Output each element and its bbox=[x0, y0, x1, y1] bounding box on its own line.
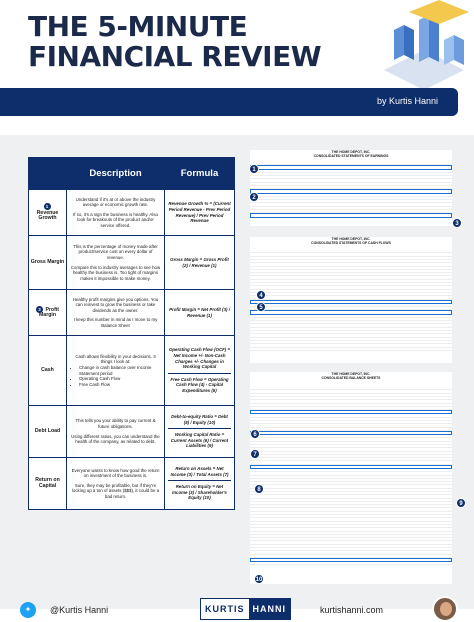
byline-banner bbox=[0, 88, 458, 116]
title-line-1: THE 5-MINUTE bbox=[28, 10, 248, 43]
cash-flow-statement-title: THE HOME DEPOT, INC. CONSOLIDATED STATEMENTS OF CASH FLOWS bbox=[311, 237, 391, 246]
metric-formula: Profit Margin = Net Profit (3) / Revenue (1) bbox=[165, 290, 235, 336]
table-row-return-on-capital bbox=[29, 458, 235, 510]
marker-6: 6 bbox=[250, 429, 260, 439]
byline: by Kurtis Hanni bbox=[376, 96, 438, 106]
divider bbox=[168, 428, 231, 429]
metric-name: Debt Load bbox=[29, 406, 67, 458]
marker-1: 1 bbox=[249, 164, 259, 174]
table-header-description: Description bbox=[67, 158, 165, 190]
list-item: • Operating Cash Flow bbox=[79, 376, 161, 382]
metric-formula: Operating Cash Flow (OCF) = Net Income +/- Non-Cash Charges +/- Changes in Working Capital Free Cash Flow = Operating Cash Flow (4) - Capital Expenditures (5) bbox=[165, 336, 235, 406]
divider bbox=[168, 373, 231, 374]
marker-badge: 1 bbox=[44, 203, 51, 210]
marker-8: 8 bbox=[254, 484, 264, 494]
statement-row bbox=[250, 382, 452, 390]
table-header-formula: Formula bbox=[165, 158, 235, 190]
marker-5: 5 bbox=[256, 302, 266, 312]
marker-2: 2 bbox=[249, 192, 259, 202]
cash-flow-statement bbox=[250, 237, 452, 363]
metric-name: Return on Capital bbox=[29, 458, 67, 510]
metric-description: This is the percentage of money made after product/service cost on every dollar of revenue. Compare this to industry averages to see how healthy the business is. Too tight of margins makes it impossible to make money. bbox=[67, 236, 165, 290]
metric-description: Everyone wants to know how good the return on investment of the business is. Sure, they may be profitable, but if they're locking up a ton of assets ($$$), it could be a bad return. bbox=[67, 458, 165, 510]
list-item: • Change in cash balance over Income Statement period bbox=[79, 365, 161, 376]
metric-description: Cash allows flexibility in your decisions. 3 things I look at: • Change in cash balance over Income Statement period • Operating Cash Flow • Free Cash Flow bbox=[67, 336, 165, 406]
statement-rows bbox=[250, 382, 452, 565]
statement-row bbox=[250, 348, 452, 351]
list-item: • Free Cash Flow bbox=[79, 382, 161, 388]
metric-description: Understand if it's at or above the industry average or economic growth rate. If so, it's a sign the business is healthy. Also look for breakouts of the product and/or service offered. bbox=[67, 190, 165, 236]
page-title bbox=[28, 12, 358, 72]
metric-name: Gross Margin bbox=[29, 236, 67, 290]
table-row-profit-margin bbox=[29, 290, 235, 336]
table-row-gross-margin bbox=[29, 236, 235, 290]
balance-sheet-title: THE HOME DEPOT, INC. CONSOLIDATED BALANCE SHEETS bbox=[321, 372, 381, 381]
balance-sheet bbox=[250, 372, 452, 584]
logo-part-1: KURTIS bbox=[201, 599, 249, 619]
metric-name: 1 Revenue Growth bbox=[29, 190, 67, 236]
marker-4: 4 bbox=[256, 290, 266, 300]
marker-3: 3 bbox=[452, 218, 462, 228]
marker-10: 10 bbox=[254, 574, 264, 584]
twitter-bird-icon[interactable]: ✦ bbox=[20, 602, 36, 618]
table-row-debt-load bbox=[29, 406, 235, 458]
metrics-table bbox=[28, 157, 235, 510]
metric-formula: Return on Assets = Net Income (3) / Total Assets (7) Return on Equity = Net Income (3) / Shareholder's Equity (10) bbox=[165, 458, 235, 510]
marker-badge: 3 bbox=[36, 306, 43, 313]
statement-rows bbox=[250, 247, 452, 350]
income-statement-title: THE HOME DEPOT, INC. CONSOLIDATED STATEMENTS OF EARNINGS bbox=[313, 150, 389, 159]
decorative-isometric-illustration bbox=[364, 0, 474, 95]
metric-formula: Gross Margin = Gross Profit (2) / Revenue (1) bbox=[165, 236, 235, 290]
divider bbox=[168, 480, 231, 481]
brand-logo bbox=[200, 598, 291, 620]
marker-9: 9 bbox=[456, 498, 466, 508]
statement-row-highlight bbox=[250, 213, 452, 217]
metric-description: This tells you your ability to pay current & future obligations. Using different ratios, you can understand the health of the company, as related to debt. bbox=[67, 406, 165, 458]
title-line-2: FINANCIAL REVIEW bbox=[28, 40, 322, 73]
twitter-handle[interactable]: @Kurtis Hanni bbox=[50, 605, 109, 615]
statement-row bbox=[250, 562, 452, 565]
marker-7: 7 bbox=[250, 449, 260, 459]
table-header-blank bbox=[29, 158, 67, 190]
table-header-row bbox=[29, 158, 235, 190]
table-row-cash bbox=[29, 336, 235, 406]
metric-formula: Revenue Growth % = (Current Period Revenue - Prev Period Revenue) / Prev Period Revenue bbox=[165, 190, 235, 236]
statement-rows bbox=[250, 160, 452, 217]
metric-formula: Debt-to-equity Ratio = Debt (8) / Equity (10) Working Capital Ratio = Current Assets (6) / Current Liabilities (9) bbox=[165, 406, 235, 458]
logo-part-2: HANNI bbox=[249, 599, 291, 619]
metric-name: 3 Profit Margin bbox=[29, 290, 67, 336]
avatar bbox=[432, 596, 458, 622]
income-statement bbox=[250, 150, 452, 226]
cash-checklist bbox=[70, 365, 161, 387]
metric-description: Healthy profit margins give you options. You can reinvest to grow the business or take dividends as the owner. I keep this number in mind as I move to my Balance Sheet bbox=[67, 290, 165, 336]
metric-name: Cash bbox=[29, 336, 67, 406]
table-row-revenue-growth bbox=[29, 190, 235, 236]
website-link[interactable]: kurtishanni.com bbox=[320, 605, 384, 615]
